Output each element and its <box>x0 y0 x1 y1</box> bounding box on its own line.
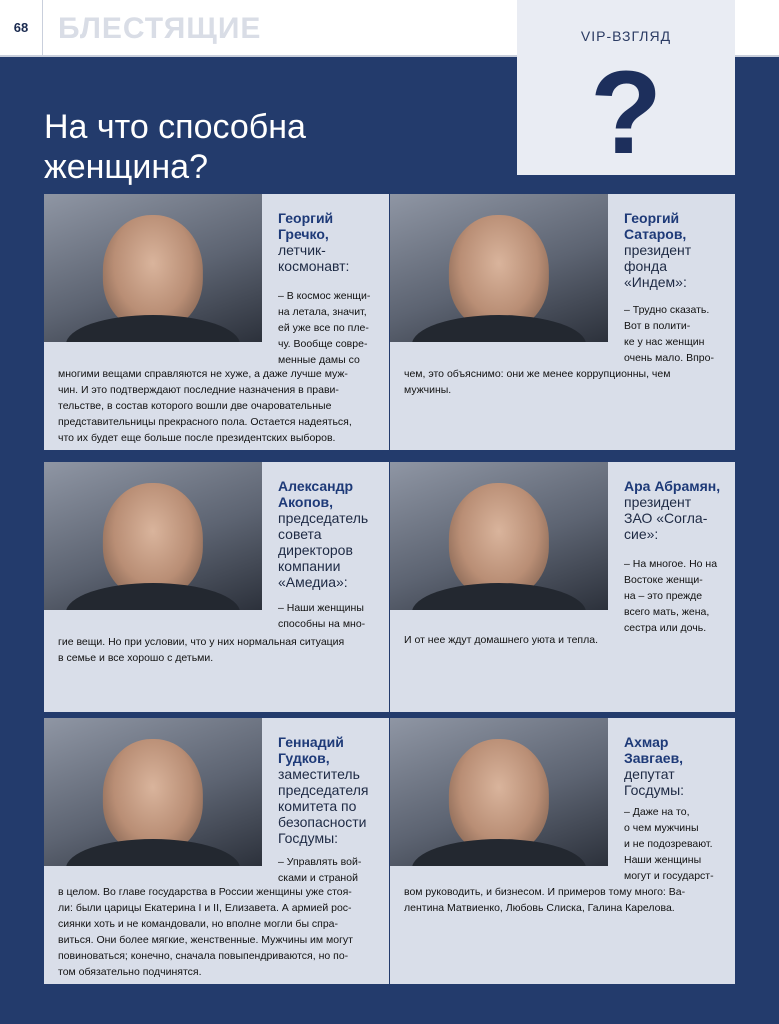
quote-text-bottom: в целом. Во главе государства в России женщины уже стоя- ли: были царицы Екатерина I и II, Елизавета. А армией рос- сиянки хоть и не командовали, но вполне могли бы спра- виться. Они более мягкие, женственные. Мужчины им могут повиноваться; конечно, сначала повыпендриваются, но по- том обязательно подчинятся. <box>58 886 353 978</box>
portrait-photo <box>44 194 262 342</box>
portrait-face <box>449 483 549 598</box>
quote-text-bottom: чем, это объяснимо: они же менее коррупционны, чем мужчины. <box>404 368 671 396</box>
portrait-face <box>103 739 203 854</box>
question-mark-icon: ? <box>589 47 663 179</box>
card-abramyan <box>390 462 735 712</box>
card-akopov <box>44 462 389 712</box>
person-name: Георгий Сатаров, <box>624 210 687 242</box>
portrait-face <box>449 739 549 854</box>
rubric-label: VIP-ВЗГЛЯД <box>580 28 672 44</box>
quote-text-top: – На многое. Но на Востоке женщи- на – это прежде всего мать, жена, сестра или дочь. <box>624 558 718 634</box>
portrait-photo <box>44 718 262 866</box>
card-satarov <box>390 194 735 450</box>
person-role: президент фонда «Индем»: <box>624 242 692 290</box>
person-name: Георгий Гречко, <box>278 210 334 242</box>
page-number: 68 <box>0 0 43 55</box>
person-role: депутат Госдумы: <box>624 766 685 798</box>
person-name: Александр Акопов, <box>278 478 354 510</box>
person-role: летчик- космонавт: <box>278 242 350 274</box>
quote-text-bottom: И от нее ждут домашнего уюта и тепла. <box>404 634 598 646</box>
portrait-shoulders <box>66 315 240 342</box>
card-gudkov <box>44 718 389 984</box>
portrait-shoulders <box>412 583 586 610</box>
headline: На что способна женщина? <box>44 107 306 186</box>
person-name: Геннадий Гудков, <box>278 734 344 766</box>
portrait-face <box>103 215 203 330</box>
person-name: Ара Абрамян, <box>624 478 721 494</box>
card-grechko <box>44 194 389 450</box>
portrait-shoulders <box>412 315 586 342</box>
portrait-shoulders <box>66 583 240 610</box>
quote-text-top: – Трудно сказать. Вот в полити- ке у нас женщин очень мало. Впро- <box>624 304 714 364</box>
quote-text-bottom: многими вещами справляются не хуже, а даже лучше муж- чин. И это подтверждают последние назначения в прави- тельстве, в состав которого вошли две очаровательные представительницы прекрасного пола. Остается надеяться, что их будет еще больше после президентских выборов. <box>58 368 352 444</box>
person-name: Ахмар Завгаев, <box>624 734 684 766</box>
portrait-photo <box>390 718 608 866</box>
portrait-photo <box>390 462 608 610</box>
quote-text-top: – Даже на то, о чем мужчины и не подозревают. Наши женщины могут и государст- <box>624 806 714 882</box>
portrait-photo <box>44 462 262 610</box>
person-role: председатель совета директоров компании «Амедиа»: <box>278 510 369 590</box>
portrait-photo <box>390 194 608 342</box>
quote-text-top: – Управлять вой- сками и страной <box>278 856 362 884</box>
person-role: президент ЗАО «Согла- сие»: <box>624 494 708 542</box>
portrait-face <box>103 483 203 598</box>
quote-text-bottom: гие вещи. Но при условии, что у них нормальная ситуация в семье и все хорошо с детьми. <box>58 636 345 664</box>
section-title: БЛЕСТЯЩИЕ <box>58 12 262 45</box>
card-zavgaev <box>390 718 735 984</box>
portrait-face <box>449 215 549 330</box>
portrait-shoulders <box>66 839 240 866</box>
rubric-box <box>517 0 735 179</box>
quote-text-top: – Наши женщины способны на мно- <box>278 602 366 630</box>
quote-text-bottom: вом руководить, и бизнесом. И примеров тому много: Ва- лентина Матвиенко, Любовь Слиска, Галина Карелова. <box>404 886 686 914</box>
person-role: заместитель председателя комитета по безопасности Госдумы: <box>278 766 369 846</box>
quote-text-top: – В космос женщи- на летала, значит, ей уже все по пле- чу. Вообще совре- менные дамы со <box>278 290 371 366</box>
portrait-shoulders <box>412 839 586 866</box>
